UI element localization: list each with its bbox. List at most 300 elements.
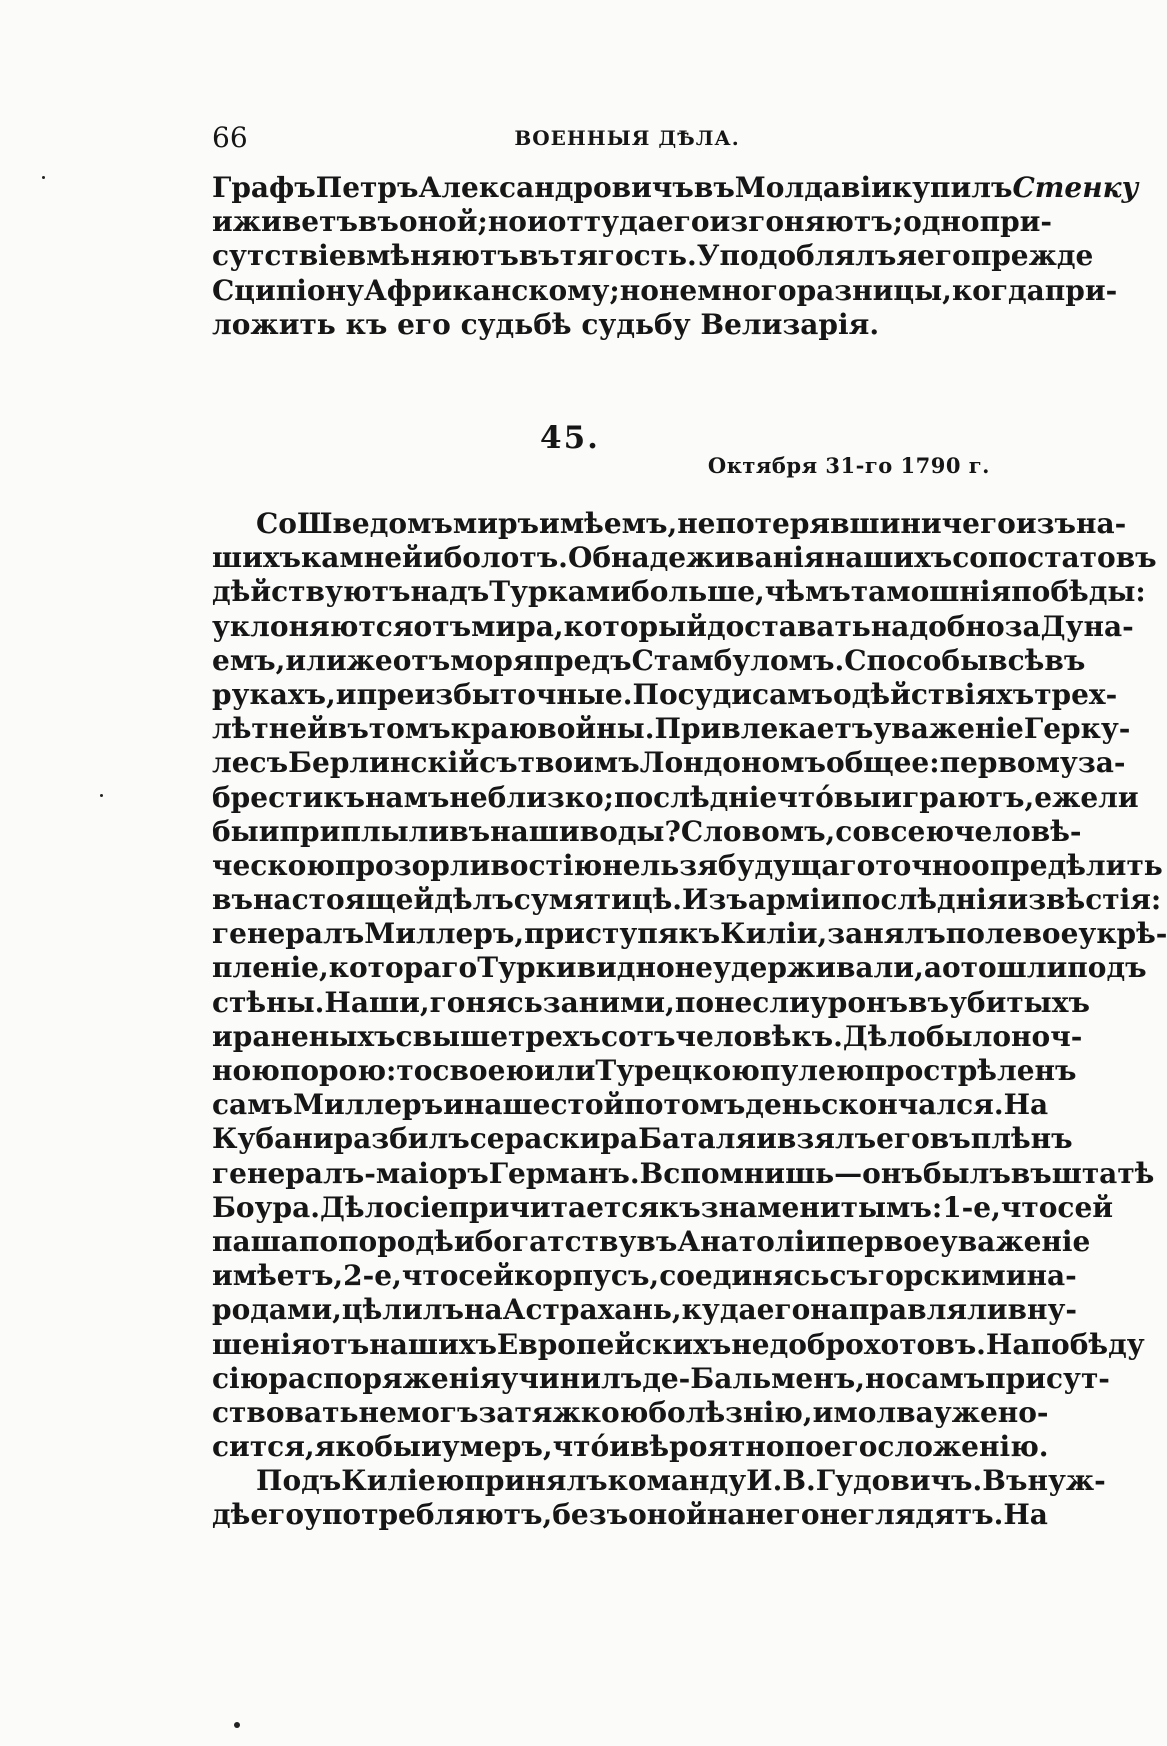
word: въ — [327, 712, 369, 746]
scan-speck — [42, 176, 45, 179]
word: Миллеръ, — [364, 917, 525, 951]
word: своею — [432, 1054, 535, 1087]
word: человѣ- — [954, 814, 1082, 848]
word: отошли — [941, 951, 1068, 985]
text-line — [212, 273, 1118, 308]
word: потерявши — [715, 507, 901, 540]
word: принялъ — [464, 1464, 608, 1498]
word: о — [833, 677, 852, 711]
word: самъ — [212, 1088, 293, 1122]
word: миръ — [452, 507, 540, 540]
word: не — [677, 507, 716, 540]
word: Подъ — [256, 1464, 342, 1498]
word: Стенку — [1012, 171, 1139, 204]
word: въ — [636, 1224, 678, 1258]
word: и — [212, 1019, 233, 1053]
word: Лондономъ — [639, 746, 826, 780]
word: Дуна- — [1040, 609, 1134, 643]
word: за- — [1077, 746, 1126, 780]
word: шихъ — [212, 541, 302, 575]
text-line — [212, 1361, 1110, 1396]
word: въ — [1010, 1156, 1052, 1190]
word: оттуда — [547, 205, 656, 239]
text-line — [212, 677, 1118, 712]
word: уваженіе — [939, 1224, 1091, 1258]
word: въ — [449, 814, 491, 848]
word: послѣдніе — [613, 780, 778, 814]
text-line — [212, 1088, 1049, 1122]
word: его — [823, 1430, 878, 1464]
word: его — [876, 1122, 930, 1156]
word: надобно — [870, 609, 1005, 643]
letter-body — [212, 507, 1167, 1533]
word: человѣкъ. — [675, 1019, 843, 1053]
word: Киліи, — [720, 917, 828, 951]
word: взялъ — [776, 1122, 877, 1156]
word: я — [896, 239, 918, 273]
word: шестой — [502, 1088, 625, 1122]
word: молва — [833, 1395, 934, 1429]
word: дѣйствіяхъ — [851, 677, 1035, 711]
word: нуж- — [1027, 1464, 1106, 1498]
word: Графъ — [212, 171, 316, 204]
text-line — [212, 609, 1134, 644]
word: умеръ, — [441, 1430, 553, 1464]
word: или — [285, 643, 347, 677]
word: уклоняются — [212, 609, 414, 643]
word: Привлекаетъ — [654, 712, 874, 746]
word: на — [463, 1088, 503, 1122]
word: вну- — [1007, 1293, 1078, 1327]
word: Киліею — [341, 1464, 465, 1498]
word: убитыхъ — [948, 985, 1090, 1019]
word: къ — [678, 917, 721, 951]
word: пленіе, — [212, 951, 329, 985]
word: войны. — [537, 712, 655, 746]
word: дѣйствуютъ — [212, 575, 411, 609]
word: моря — [450, 643, 534, 677]
word: Вспомнишь—онъ — [639, 1156, 923, 1190]
word: штатѣ — [1051, 1156, 1155, 1190]
word: яко — [314, 1430, 375, 1464]
word: Въ — [982, 1464, 1028, 1498]
word: точно — [875, 848, 972, 882]
word: всѣ — [988, 643, 1045, 677]
word: въ — [929, 1122, 971, 1156]
word: на — [706, 1498, 746, 1532]
word: на- — [1026, 1259, 1077, 1293]
word: генералъ — [212, 917, 365, 951]
text-line — [212, 1327, 1145, 1362]
word: надъ — [410, 575, 490, 609]
word: Герку- — [1023, 712, 1131, 746]
text-line — [212, 780, 1139, 815]
word: но- — [997, 1395, 1049, 1429]
word: уваженіе — [873, 712, 1024, 746]
word: трехъ — [508, 1019, 601, 1053]
word: камней — [301, 541, 423, 575]
word: пулею — [759, 1054, 865, 1087]
word: Берлинскій — [288, 746, 480, 780]
word: порою: — [279, 1054, 397, 1087]
word: Сципіону — [212, 273, 364, 307]
word: въ — [908, 985, 949, 1019]
text-line — [212, 951, 1147, 985]
word: тамошнія — [850, 575, 1012, 609]
word: побѣды: — [1011, 575, 1146, 609]
word: оной — [628, 1498, 707, 1532]
word: и — [335, 677, 357, 711]
word: Баталя — [638, 1122, 757, 1156]
word: нашихъ — [824, 541, 953, 575]
word: но — [864, 1361, 905, 1395]
word: ческою — [212, 848, 335, 882]
word: На — [1003, 1498, 1048, 1532]
word: вмѣняютъ — [346, 239, 519, 273]
word: употребляютъ, — [304, 1498, 553, 1532]
word: Александровичъ — [418, 171, 694, 204]
text-line — [212, 985, 1090, 1020]
word: первое — [825, 1224, 940, 1258]
word: къ — [659, 1190, 701, 1224]
word: плѣнъ — [970, 1122, 1073, 1156]
word: ними, — [578, 985, 675, 1019]
word: Гудовичъ. — [815, 1464, 983, 1498]
word: Германъ. — [488, 1156, 640, 1190]
page-number: 66 — [212, 121, 248, 154]
word: недоброхотовъ. — [731, 1327, 986, 1361]
word: къ — [323, 780, 365, 814]
text-line — [212, 814, 1082, 849]
word: сится, — [212, 1430, 315, 1464]
word: Турецкою — [595, 1054, 760, 1087]
word: емъ, — [212, 643, 286, 677]
text-line — [212, 308, 1042, 342]
text-line — [212, 746, 1126, 780]
word: мира, — [471, 609, 564, 643]
word: отъ — [311, 1327, 370, 1361]
text-line — [212, 1498, 1048, 1532]
word: за — [542, 985, 579, 1019]
word: корпусъ, — [514, 1259, 660, 1293]
word: немного — [658, 273, 797, 307]
word: 1-е, — [942, 1190, 1001, 1224]
text-line — [212, 205, 1053, 239]
word: Дѣло — [842, 1019, 926, 1053]
word: генералъ-маіоръ — [212, 1156, 489, 1190]
text-line — [212, 848, 1163, 883]
word: скончался. — [821, 1088, 1004, 1122]
scan-speck — [234, 1722, 240, 1728]
word: его — [917, 239, 971, 273]
word: томъ — [368, 712, 451, 746]
word: сутствіе — [212, 239, 347, 273]
word: свыше — [395, 1019, 509, 1053]
word: и — [421, 1430, 442, 1464]
word: предъ — [533, 643, 632, 677]
word: краю — [450, 712, 538, 746]
word: въ — [212, 883, 253, 917]
word: чтó — [777, 780, 834, 814]
word: породѣ — [338, 1224, 454, 1258]
word: не — [358, 1395, 397, 1429]
word: глядятъ. — [857, 1498, 1004, 1532]
word: который — [563, 609, 707, 643]
word: стѣны. — [212, 985, 325, 1019]
word: послѣднія — [841, 883, 1008, 917]
word: Миллеръ — [293, 1088, 444, 1122]
word: уже — [933, 1395, 998, 1429]
word: цѣлилъ — [341, 1293, 465, 1327]
word: удерживали, — [712, 951, 924, 985]
word: побѣду — [1030, 1327, 1145, 1361]
word: знаменитымъ: — [700, 1190, 943, 1224]
text-line — [212, 1259, 1077, 1293]
word: Астрахань, — [502, 1293, 682, 1327]
word: Турки — [477, 951, 577, 985]
word: нельзя — [602, 848, 718, 882]
word: изгоняютъ; — [709, 205, 904, 239]
word: и — [609, 1430, 630, 1464]
text-line — [212, 1054, 1077, 1088]
text-line — [212, 1156, 1155, 1191]
word: и — [453, 1224, 475, 1258]
text-line — [212, 1019, 1083, 1054]
word: Стамбуломъ. — [631, 643, 845, 677]
word: Африканскому; — [363, 273, 620, 307]
word: первому — [939, 746, 1078, 780]
word: куда — [681, 1293, 757, 1327]
word: гонясь — [429, 985, 543, 1019]
word: Словомъ, — [680, 814, 836, 848]
word: настоящей — [252, 883, 435, 917]
word: тягость. — [559, 239, 697, 273]
word: опредѣлить — [971, 848, 1163, 882]
word: воды? — [579, 814, 681, 848]
word: команду — [607, 1464, 747, 1498]
word: прозорливостію — [334, 848, 603, 882]
word: ствовать — [212, 1395, 359, 1429]
word: за — [1004, 609, 1041, 643]
word: 2-е, — [343, 1259, 402, 1293]
word: родами, — [212, 1293, 342, 1327]
word: приплыли — [279, 814, 450, 848]
word: купилъ — [891, 171, 1013, 204]
word: не — [819, 1498, 858, 1532]
word: и — [443, 1088, 464, 1122]
word: приступя — [524, 917, 679, 951]
word: занялъ — [827, 917, 946, 951]
word: направляли — [810, 1293, 1008, 1327]
word: прострѣленъ — [864, 1054, 1077, 1087]
word: наши — [490, 814, 580, 848]
word: на — [464, 1293, 503, 1327]
word: нашихъ — [369, 1327, 497, 1361]
word: паша — [212, 1224, 299, 1258]
word: же — [346, 643, 393, 677]
word: съ — [829, 1259, 868, 1293]
word: твоимъ — [517, 746, 640, 780]
word: бы — [212, 814, 259, 848]
word: сей — [1057, 1190, 1114, 1224]
word: сотъ — [600, 1019, 676, 1053]
word: горскими — [867, 1259, 1027, 1293]
word: ничего — [900, 507, 1016, 540]
word: оной; — [398, 205, 488, 239]
letter-date: Октября 31-го 1790 г. — [707, 453, 990, 478]
word: извѣстія: — [1007, 883, 1162, 917]
word: чѣмъ — [764, 575, 851, 609]
running-head — [212, 118, 1042, 158]
word: его — [655, 205, 710, 239]
word: и — [756, 1122, 777, 1156]
word: сію — [212, 1361, 269, 1395]
text-line — [212, 712, 1131, 746]
word: могъ — [396, 1395, 479, 1429]
text-line — [212, 1430, 1049, 1464]
word: судьбѣ — [460, 307, 572, 341]
word: и — [212, 205, 233, 239]
word: полевое — [945, 917, 1079, 951]
word: и — [812, 1395, 834, 1429]
word: ложить — [212, 307, 336, 341]
word: ною — [212, 1054, 280, 1087]
word: въ — [518, 239, 560, 273]
word: него — [745, 1498, 820, 1532]
text-line — [212, 1395, 1049, 1430]
word: дѣлъ — [434, 883, 514, 917]
word: больше, — [631, 575, 765, 609]
word: Дѣло — [320, 1190, 404, 1224]
word: со — [835, 814, 872, 848]
word: сложенію. — [877, 1430, 1049, 1464]
word: В. — [782, 1464, 816, 1498]
word: распоряженія — [268, 1361, 501, 1395]
word: на- — [1075, 507, 1127, 540]
word: выиграютъ, — [833, 780, 1035, 814]
word: доставать — [706, 609, 871, 643]
word: его — [397, 307, 451, 341]
word: неблизко; — [449, 780, 614, 814]
word: сераскира — [469, 1122, 639, 1156]
word: соединясь — [659, 1259, 830, 1293]
word: Способы — [844, 643, 989, 677]
word: болотъ. — [443, 541, 568, 575]
text-line — [212, 1464, 1106, 1498]
word: судьбу — [581, 307, 691, 341]
word: разницы, — [796, 273, 952, 307]
word: отъ — [392, 643, 451, 677]
word: брести — [212, 780, 324, 814]
word: потомъ — [624, 1088, 746, 1122]
word: Уподоблялъ — [696, 239, 897, 273]
word: общее: — [825, 746, 940, 780]
word: разбилъ — [333, 1122, 470, 1156]
word: его — [756, 1293, 811, 1327]
word: причитается — [448, 1190, 660, 1224]
word: лесъ — [212, 746, 289, 780]
word: было — [925, 1019, 1012, 1053]
word: Турками — [489, 575, 632, 609]
word: отъ — [413, 609, 472, 643]
word: что — [401, 1259, 459, 1293]
text-line — [212, 883, 1162, 917]
word: Европейскихъ — [496, 1327, 732, 1361]
word: понесли — [674, 985, 810, 1019]
word: за — [478, 1395, 515, 1429]
word: ноч- — [1011, 1019, 1083, 1053]
word: имѣемъ, — [539, 507, 678, 540]
word: его — [250, 1498, 305, 1532]
word: но — [487, 205, 527, 239]
word: болѣзнію, — [648, 1395, 813, 1429]
word: день — [745, 1088, 822, 1122]
word: Боура. — [212, 1190, 320, 1224]
word: сіе — [403, 1190, 449, 1224]
word: Анатоліи — [677, 1224, 826, 1258]
word: раненыхъ — [232, 1019, 396, 1053]
word: бы — [374, 1430, 421, 1464]
word: не — [674, 951, 713, 985]
word: На — [1003, 1088, 1049, 1122]
word: то — [396, 1054, 433, 1087]
text-line — [212, 643, 1086, 678]
word: И. — [746, 1464, 783, 1498]
word: трех- — [1034, 677, 1118, 711]
running-title: ВОЕННЫЯ ДѢЛА. — [514, 126, 740, 150]
word: прежде — [970, 239, 1094, 273]
word: съ — [479, 746, 518, 780]
word: видно — [576, 951, 675, 985]
word: сумятицѣ. — [513, 883, 683, 917]
word: преизбыточные. — [356, 677, 633, 711]
text-line — [212, 239, 1094, 273]
text-line — [212, 541, 1157, 575]
word: тяжкою — [514, 1395, 649, 1429]
word: въ — [693, 171, 735, 204]
word: богатству — [474, 1224, 637, 1258]
word: самъ — [752, 677, 834, 711]
word: шенія — [212, 1327, 312, 1361]
word: На — [985, 1327, 1031, 1361]
word: Посуди — [632, 677, 753, 711]
word: вѣроятно — [629, 1430, 785, 1464]
word: чтó — [552, 1430, 610, 1464]
word: а — [923, 951, 942, 985]
word: къ — [345, 307, 388, 341]
word: укрѣ- — [1078, 917, 1167, 951]
word: всею — [871, 814, 955, 848]
text-line — [212, 1122, 1073, 1156]
text-line — [212, 1293, 1078, 1327]
word: рукахъ, — [212, 677, 336, 711]
word: будущаго — [717, 848, 876, 882]
word: присут- — [985, 1361, 1110, 1395]
word: при- — [979, 205, 1053, 239]
word: Петръ — [315, 171, 419, 204]
text-line — [212, 1224, 1091, 1259]
word: былъ — [922, 1156, 1011, 1190]
scan-speck — [100, 794, 103, 797]
word: де-Бальменъ, — [642, 1361, 865, 1395]
text-line — [212, 171, 1139, 205]
word: Шведомъ — [296, 507, 453, 540]
word: самъ — [904, 1361, 986, 1395]
word: въ — [357, 205, 399, 239]
text-line — [212, 917, 1167, 951]
word: лѣтней — [212, 712, 328, 746]
word: когда — [951, 273, 1045, 307]
